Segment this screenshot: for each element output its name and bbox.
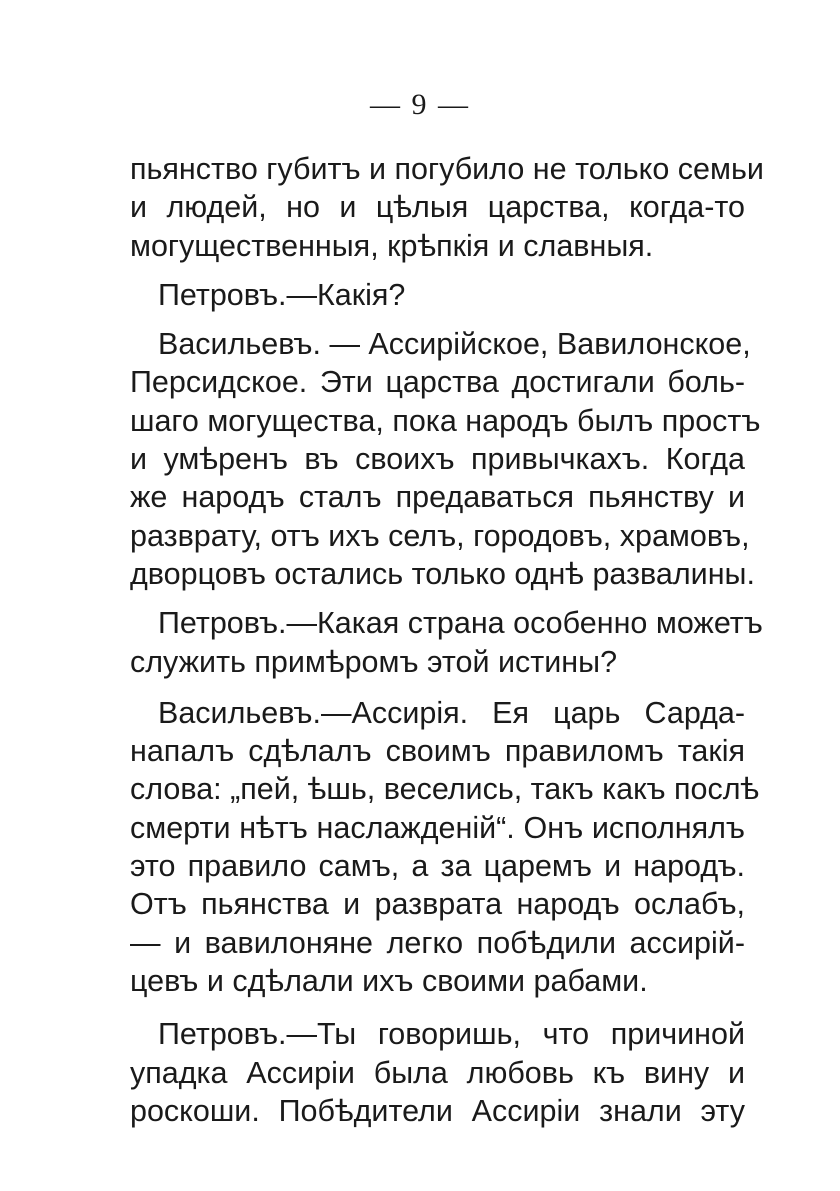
text-line: же народъ сталъ предаваться пьянству и xyxy=(130,480,745,515)
text-line: Отъ пьянства и разврата народъ ослабъ, xyxy=(130,887,745,922)
text-line: напалъ сдѣлалъ своимъ правиломъ такія xyxy=(130,734,745,769)
text-line: и умѣренъ въ своихъ привычкахъ. Когда xyxy=(130,442,745,477)
paragraph xyxy=(130,276,745,314)
text-line: это правило самъ, а за царемъ и народъ. xyxy=(130,849,745,884)
paragraph xyxy=(130,604,763,681)
paragraph xyxy=(130,694,760,1000)
page-number: — 9 — xyxy=(370,88,470,121)
text-line: и людей, но и цѣлыя царства, когда-то xyxy=(130,190,745,225)
text-line: Петровъ.—Какая страна особенно можетъ xyxy=(158,606,763,641)
text-line: Петровъ.—Ты говоришь, что причиной xyxy=(158,1017,745,1052)
text-line: пьянство губитъ и погубило не только семьи xyxy=(130,152,764,186)
paragraph xyxy=(130,325,761,593)
text-line: Васильевъ.—Ассирія. Ея царь Сарда- xyxy=(158,695,745,730)
paragraph xyxy=(130,1015,745,1130)
text-line: слова: „пей, ѣшь, веселись, такъ какъ послѣ xyxy=(130,772,760,807)
text-line: дворцовъ остались только однѣ развалины. xyxy=(130,556,755,591)
text-line: шаго могущества, пока народъ былъ простъ xyxy=(130,403,761,438)
text-line: упадка Ассиріи была любовь къ вину и xyxy=(130,1055,745,1090)
text-line: могущественныя, крѣпкія и славныя. xyxy=(130,228,654,263)
page-text xyxy=(130,150,764,1130)
text-line: Персидское. Эти царства достигали боль- xyxy=(130,365,745,400)
text-line: роскоши. Побѣдители Ассиріи знали эту xyxy=(130,1093,745,1128)
text-line: — и вавилоняне легко побѣдили ассирій- xyxy=(130,925,745,960)
text-line: Васильевъ. — Ассирійское, Вавилонское, xyxy=(158,327,751,362)
text-line: служить примѣромъ этой истины? xyxy=(130,644,618,679)
text-line: разврату, отъ ихъ селъ, городовъ, храмовъ, xyxy=(130,518,750,553)
paragraph xyxy=(130,150,764,265)
text-line: цевъ и сдѣлали ихъ своими рабами. xyxy=(130,963,648,998)
text-line: Петровъ.—Какія? xyxy=(158,277,406,312)
text-line: смерти нѣтъ наслажденій“. Онъ исполнялъ xyxy=(130,810,745,845)
